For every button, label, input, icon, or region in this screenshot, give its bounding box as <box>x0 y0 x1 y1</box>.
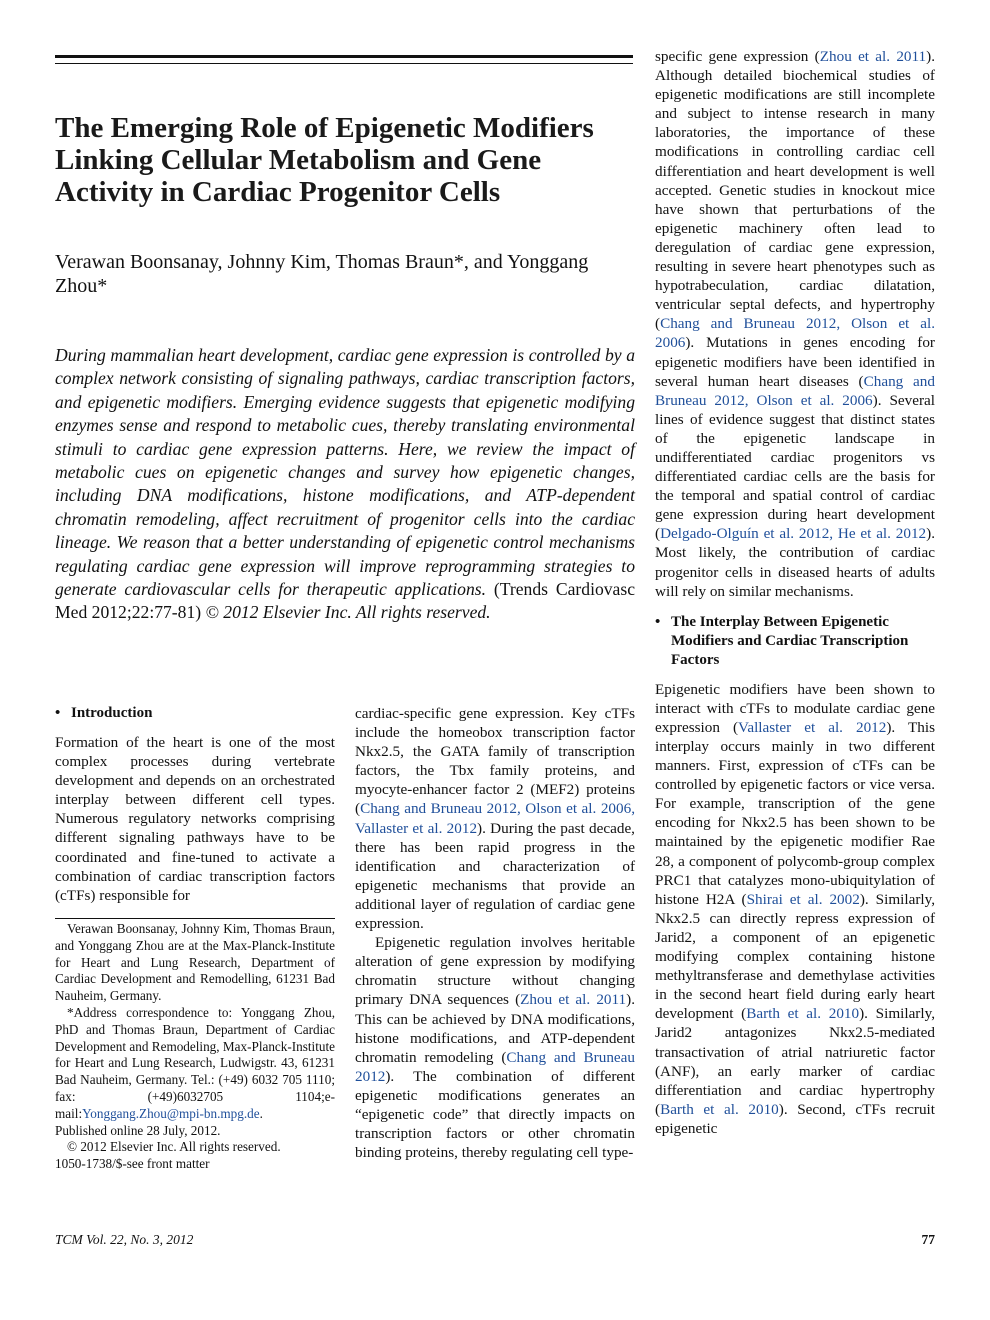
body-paragraph <box>355 933 635 1162</box>
address-end: . <box>259 1105 263 1121</box>
left-column <box>55 704 335 905</box>
author-affiliation: Verawan Boonsanay, Johnny Kim, Thomas Braun, and Yonggang Zhou are at the Max-Planck-Institute for Heart and Lung Research, Department of Cardiac Development and Remodelling, 61231 Bad Nauheim, Germany. <box>55 921 335 1004</box>
text-run: ). Most likely, the contribution of cardiac progenitor cells in diseased hearts of adults will rely on similar mechanisms. <box>655 525 935 600</box>
reference-link[interactable]: Zhou et al. 2011 <box>520 991 627 1009</box>
body-paragraph <box>655 680 935 1138</box>
text-run: ). During the past decade, there has been rapid progress in the identification and characterization of epigenetic mechanisms that provide an additional layer of regulation of cardiac gene expression. <box>355 819 635 933</box>
section-heading-text: Introduction <box>71 705 153 721</box>
text-run: ). Although detailed biochemical studies of epigenetic modifications are still incomplete and subject to intense research in many laboratories, the importance of these modifications in controlling cardiac cell differentiation and heart development is well accepted. Genetic studies in knockout mice have shown that perturbations of the epigenetic machinery often lead to deregulation of cardiac gene expression, resulting in severe heart phenotypes such as hypotrabeculation, cardiac dilatation, ventricular septal defects, and hypertrophy ( <box>655 48 936 333</box>
issn: 1050-1738/$-see front matter <box>55 1156 210 1172</box>
correspondence-address <box>55 1005 335 1123</box>
middle-column <box>355 704 635 1162</box>
reference-link[interactable]: Chang and Bruneau 2012 <box>355 1048 635 1085</box>
abstract <box>55 344 635 625</box>
text-run: ). Similarly, Jarid2 antagonizes Nkx2.5-mediated transactivation of atrial natriuretic factor (ANF), an early marker of cardiac differentiation and cardiac hypertrophy ( <box>655 1005 935 1118</box>
reference-link[interactable]: Chang and Bruneau 2012, Olson et al. 2006 <box>655 372 935 409</box>
reference-link[interactable]: Chang and Bruneau 2012, Olson et al. 2006 <box>655 315 935 352</box>
bullet: • <box>655 613 661 630</box>
text-run: ). Several lines of evidence suggest that distinct states of the epigenetic landscape in undifferentiated cardiac progenitors vs differentiated cardiac cells are the basis for the temporal and spatial control of cardiac gene expression during heart development ( <box>655 391 935 543</box>
affiliation-footnote <box>55 918 335 1173</box>
page-number: 77 <box>921 1232 935 1247</box>
text-run: Epigenetic regulation involves heritable alteration of gene expression by modifying chromatin structure without changing primary DNA sequences ( <box>355 934 635 1009</box>
text-run: ). Mutations in genes encoding for epigenetic modifiers have been identified in several human heart diseases ( <box>655 334 935 390</box>
reference-link[interactable]: Zhou et al. 2011 <box>819 48 927 65</box>
text-run: specific gene expression ( <box>655 48 820 65</box>
top-rule-thick <box>55 55 633 58</box>
body-paragraph <box>355 704 635 933</box>
footnote-copyright: © 2012 Elsevier Inc. All rights reserved. <box>67 1139 281 1155</box>
text-run: ). This interplay occurs mainly in two different manners. First, expression of cTFs can be controlled by epigenetic factors or vice versa. For example, transcription of the gene encoding for Nkx2.5 has been shown to be maintained by the epigenetic modifier Rae 28, a component of polycomb-group complex PRC1 that catalyzes mono-ubiquitylation of histone H2A ( <box>655 718 935 908</box>
text-run: Epigenetic modifiers have been shown to interact with cTFs to modulate cardiac gene expression ( <box>655 680 935 736</box>
body-paragraph <box>655 47 935 601</box>
abstract-citation: (Trends Cardiovasc Med 2012;22:77-81) <box>55 579 636 623</box>
section-heading-interplay <box>655 613 935 670</box>
reference-link[interactable]: Vallaster et al. 2012 <box>738 718 887 736</box>
intro-paragraph: Formation of the heart is one of the most complex processes during vertebrate development and depends on an orchestrated interplay between different cell types. Numerous regulatory networks comprising different signaling pathways have to be coordinated and fine-tuned to activate a combination of cardiac transcription factors (cTFs) responsible for <box>55 734 335 904</box>
top-rule-thin <box>55 63 633 64</box>
reference-link[interactable]: Shirai et al. 2002 <box>746 890 860 908</box>
address-text: *Address correspondence to: Yonggang Zhou, PhD and Thomas Braun, Department of Cardiac Development and Remodeling, Max-Planck-Institute for Heart and Lung Research, Ludwigstr. 43, 61231 Bad Nauheim, Germany. Tel.: (+49) 6032 705 1110; fax: (+49)6032705 1104;e-mail: <box>55 1004 335 1121</box>
abstract-copyright: © 2012 Elsevier Inc. All rights reserved. <box>205 602 491 623</box>
reference-link[interactable]: Chang and Bruneau 2012, Olson et al. 2006, Vallaster et al. 2012 <box>355 800 635 837</box>
text-run: ). Second, cTFs recruit epigenetic <box>655 1100 935 1137</box>
published-date: Published online 28 July, 2012. <box>55 1122 221 1138</box>
text-run: ). The combination of different epigenetic modifications generates an “epigenetic code” that directly impacts on transcription factors or other chromatin binding proteins, thereby regulating cell type- <box>355 1067 635 1162</box>
text-run: cardiac-specific gene expression. Key cTFs include the homeobox transcription factor Nkx2.5, the GATA family of transcription factors, the Tbx family proteins, and myocyte-enhancer factor 2 (MEF2) proteins ( <box>355 705 635 818</box>
reference-link[interactable]: Barth et al. 2010 <box>746 1005 860 1023</box>
article-title: The Emerging Role of Epigenetic Modifiers Linking Cellular Metabolism and Gene Activity in Cardiac Progenitor Cells <box>55 112 594 208</box>
journal-footer: TCM Vol. 22, No. 3, 2012 <box>55 1232 194 1247</box>
bullet: • <box>55 705 61 721</box>
section-heading-introduction <box>55 704 335 723</box>
text-run: ). This can be achieved by DNA modifications, histone modifications, and ATP-dependent chromatin remodeling ( <box>355 991 635 1066</box>
text-run: ). Similarly, Nkx2.5 can directly repress expression of Jarid2, a component of an epigenetic modifying complex containing histone methyltransferase and demethylase activities in the second heart field during early heart development ( <box>655 890 936 1023</box>
section-heading-text: The Interplay Between Epigenetic Modifiers and Cardiac Transcription Factors <box>671 613 909 668</box>
reference-link[interactable]: Barth et al. 2010 <box>660 1100 779 1118</box>
email-link[interactable]: Yonggang.Zhou@mpi-bn.mpg.de <box>82 1105 260 1121</box>
abstract-text: During mammalian heart development, cardiac gene expression is controlled by a complex network consisting of signaling pathways, cardiac transcription factors, and epigenetic modifiers. Emerging evidence suggests that epigenetic modifying enzymes sense and respond to metabolic cues, thereby translating environmental stimuli to cardiac gene expression patterns. Here, we review the impact of metabolic cues on epigenetic changes and survey how epigenetic changes, including DNA modifications, histone modifications, and ATP-dependent chromatin remodeling, affect recruitment of progenitor cells into the cardiac lineage. We reason that a better understanding of epigenetic control mechanisms regulating cardiac gene expression will improve reprogramming strategies to generate cardiovascular cells for therapeutic applications. <box>55 345 635 600</box>
right-column <box>655 47 935 1138</box>
reference-link[interactable]: Delgado-Olguín et al. 2012, He et al. 2012 <box>660 525 927 543</box>
author-list: Verawan Boonsanay, Johnny Kim, Thomas Braun*, and Yonggang Zhou* <box>55 251 589 297</box>
